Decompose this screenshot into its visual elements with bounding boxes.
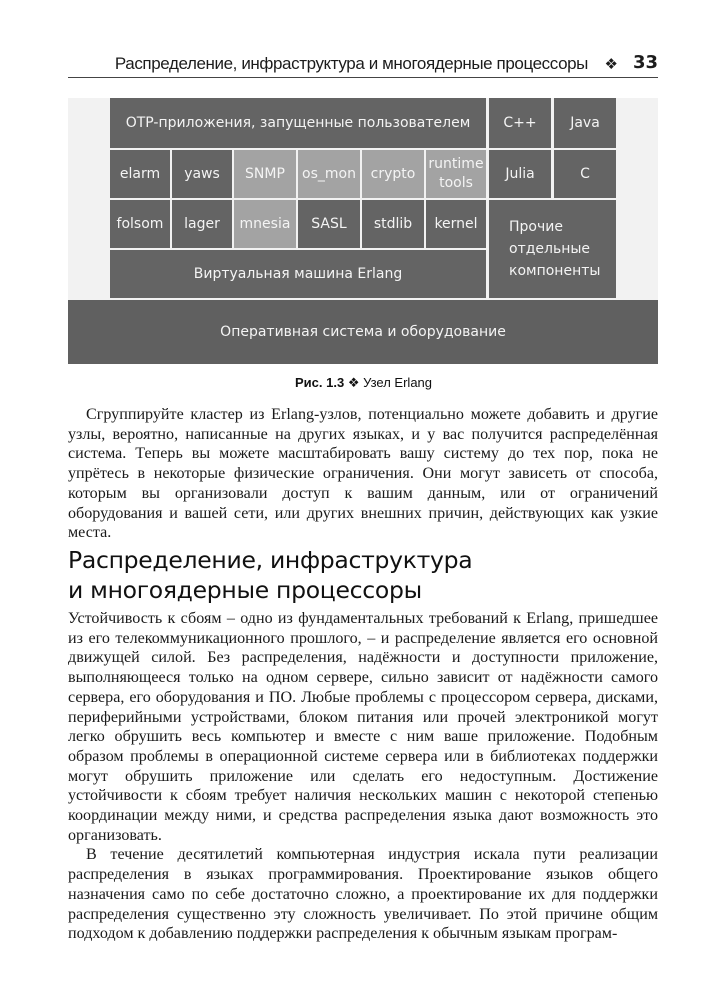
block-runtime-tools: runtime tools — [426, 150, 486, 198]
block-lager: lager — [172, 200, 232, 248]
paragraph-2-text: Устойчивость к сбоям – одно из фундаментальных требований к Erlang, пришедшее из его телекоммуникационного прошлого, – и распределение является его основной движущей силой. Без распределения, надёжности и доступности приложение, выполняющееся только на одном сервере, сильно зависит от надёжности самого сервера, его оборудования и ПО. Любые проблемы с процессором сервера, дисками, периферийными устройствами, блоком питания или прочей электроникой могут легко обрушить весь компьютер и вместе с ним ваше приложение. Подобным образом проблемы в операционной системе сервера или в библиотеках поддержки могут обрушить приложение или сделать его недоступным. Достижение устойчивости к сбоям требует наличия нескольких машин с некоторой степенью координации между ними, и средства распределения языка дают возможность это организовать. — [68, 610, 658, 844]
paragraph-1-text: Сгруппируйте кластер из Erlang-узлов, потенциально можете добавить и другие узлы, вероятно, написанные на других языках, и у вас получится распределённая система. Теперь вы можете масштабировать вашу систему до тех пор, пока не упрётесь в некоторые физические ограничения. Они могут зависеть от способа, которым вы организовали доступ к вашим данным, или от ограничений оборудования и вашей сети, или других внешних причин, действующих как узкие места. — [68, 406, 658, 542]
block-erlang-vm: Виртуальная машина Erlang — [110, 250, 486, 298]
block-cpp: C++ — [489, 98, 551, 148]
paragraph-3-text: В течение десятилетий компьютерная индустрия искала пути реализации распределения в языках программирования. Проектирование языков общего назначения само по себе достаточно сложно, а проектирование их для поддержки распределения существенно эту сложность увеличивает. По этой причине общим подходом к добавлению поддержки распределения к обычным языкам програм- — [68, 846, 658, 943]
block-otp-apps: OTP-приложения, запущенные пользователем — [110, 98, 486, 148]
block-stdlib: stdlib — [362, 200, 424, 248]
block-other-components: Прочие отдельные компоненты — [489, 200, 616, 298]
figure-caption-text: Узел Erlang — [363, 375, 433, 390]
diamond-ornament-icon: ❖ — [604, 55, 618, 73]
running-header-title: Распределение, инфраструктура и многоядерные процессоры — [114, 54, 588, 73]
block-os-mon: os_mon — [298, 150, 360, 198]
section-heading — [68, 545, 658, 605]
diamond-ornament-icon: ❖ — [347, 375, 360, 390]
section-heading-line2: и многоядерные процессоры — [68, 576, 422, 604]
block-os-hardware: Оперативная система и оборудование — [68, 300, 658, 364]
page-number: 33 — [632, 52, 658, 73]
erlang-node-diagram — [68, 98, 658, 364]
block-sasl: SASL — [298, 200, 360, 248]
block-snmp: SNMP — [234, 150, 296, 198]
paragraph-1 — [68, 405, 658, 543]
section-heading-line1: Распределение, инфраструктура — [68, 546, 473, 574]
block-c: C — [554, 150, 616, 198]
block-julia: Julia — [489, 150, 551, 198]
block-yaws: yaws — [172, 150, 232, 198]
block-folsom: folsom — [110, 200, 170, 248]
figure-caption — [0, 375, 727, 391]
header-rule — [68, 77, 658, 78]
block-mnesia: mnesia — [234, 200, 296, 248]
block-elarm: elarm — [110, 150, 170, 198]
paragraph-2 — [68, 609, 658, 944]
block-java: Java — [554, 98, 616, 148]
figure-caption-label: Рис. 1.3 — [294, 375, 345, 390]
block-kernel: kernel — [426, 200, 486, 248]
block-crypto: crypto — [362, 150, 424, 198]
running-header — [68, 52, 658, 76]
